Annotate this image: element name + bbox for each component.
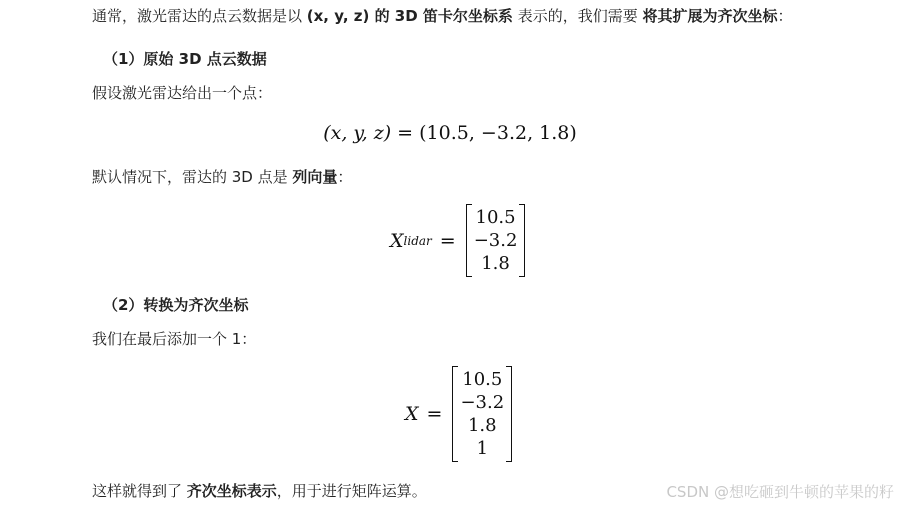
- point-equation: [0, 120, 900, 146]
- intro-text-3: ：: [777, 7, 793, 25]
- lidar-vector-cell: 10.5: [475, 207, 516, 228]
- lidar-matrix-label: X: [390, 229, 404, 252]
- intro-action-bold: 将其扩展为齐次坐标: [642, 7, 778, 25]
- lidar-matrix-subscript: lidar: [403, 233, 432, 248]
- point-equation-lhs: (x, y, z): [323, 122, 392, 144]
- intro-text-2: 表示的，我们需要: [512, 7, 643, 25]
- homogeneous-vector-cell: 1: [476, 438, 489, 459]
- conclusion-bold: 齐次坐标表示: [186, 482, 277, 500]
- intro-paragraph: [92, 6, 793, 26]
- homogeneous-column-vector: [452, 366, 512, 462]
- lidar-column-vector: [466, 204, 526, 277]
- csdn-watermark: CSDN @想吃砸到牛顿的苹果的籽: [666, 483, 894, 501]
- homogeneous-vector-cell: 1.8: [467, 415, 497, 436]
- homogeneous-matrix-eq: =: [426, 403, 443, 425]
- vector-description: [92, 167, 352, 187]
- lidar-matrix-equation: [390, 204, 525, 277]
- point-equation-eq: =: [397, 122, 414, 144]
- conclusion-paragraph: [92, 481, 427, 501]
- lidar-matrix-eq: =: [439, 229, 456, 252]
- section1-heading: （1）原始 3D 点云数据: [103, 50, 267, 68]
- section1-text: 假设激光雷达给出一个点：: [92, 84, 273, 102]
- vector-text-bold: 列向量: [292, 168, 338, 186]
- intro-text-1: 通常，激光雷达的点云数据是以: [92, 7, 307, 25]
- conclusion-post: ，用于进行矩阵运算。: [276, 482, 427, 500]
- homogeneous-matrix-label: X: [405, 403, 419, 425]
- homogeneous-vector-cell: −3.2: [460, 392, 505, 413]
- homogeneous-vector-cell: 10.5: [462, 369, 503, 390]
- conclusion-pre: 这样就得到了: [92, 482, 187, 500]
- section2-text: 我们在最后添加一个 1：: [92, 330, 257, 348]
- section2-heading: （2）转换为齐次坐标: [103, 296, 249, 314]
- homogeneous-matrix-equation: [405, 366, 512, 462]
- vector-text-post: ：: [337, 168, 353, 186]
- intro-coord-bold: (x, y, z) 的 3D 笛卡尔坐标系: [306, 7, 513, 25]
- lidar-vector-cell: 1.8: [481, 253, 510, 274]
- vector-text-pre: 默认情况下，雷达的 3D 点是: [92, 168, 293, 186]
- lidar-vector-cell: −3.2: [473, 230, 518, 251]
- point-equation-rhs: (10.5, −3.2, 1.8): [419, 122, 577, 144]
